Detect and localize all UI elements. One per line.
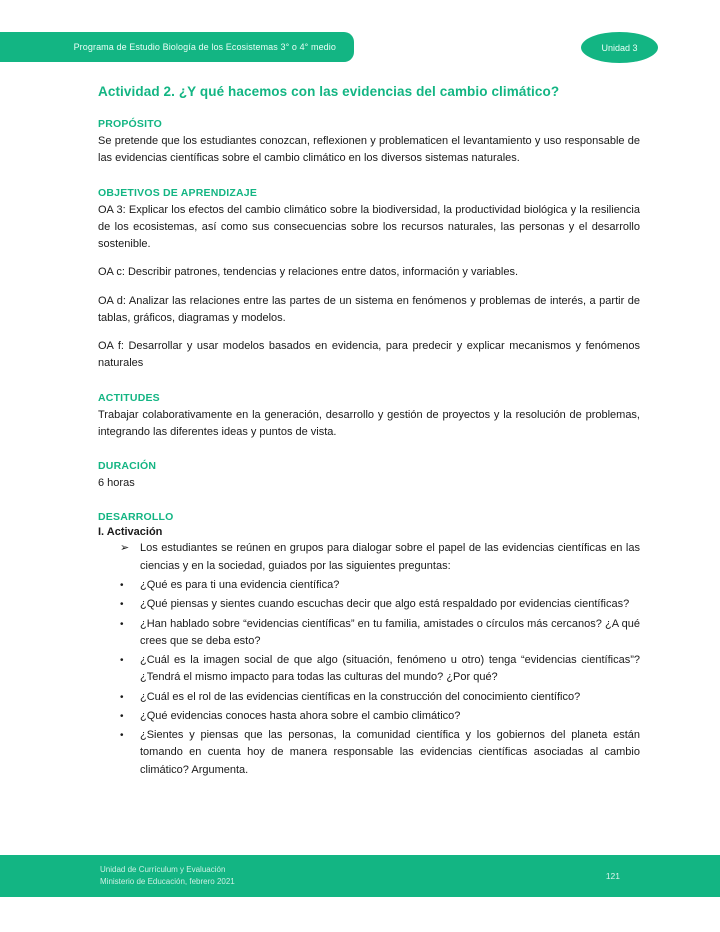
- page-header: [0, 32, 720, 63]
- activacion-subheading: I. Activación: [98, 526, 163, 539]
- actitudes-body: Trabajar colaborativamente en la generación, desarrollo y gestión de proyectos y la resolución de problemas, integrando las diferentes ideas y puntos de vista.: [98, 408, 640, 438]
- list-item: [98, 652, 640, 687]
- footer-org-line1: Unidad de Currículum y Evaluación: [100, 864, 226, 874]
- page-number: 121: [605, 871, 620, 881]
- objetivos-heading: OBJETIVOS DE APRENDIZAJE: [98, 186, 258, 199]
- list-item-text: ¿Han hablado sobre “evidencias científicas” en tu familia, amistades o círculos más cercanos? ¿A qué crees que se deba esto?: [140, 617, 640, 647]
- dot-bullet-icon: •: [120, 618, 124, 630]
- list-item: [98, 616, 640, 651]
- list-item-text: ¿Qué es para ti una evidencia científica?: [140, 578, 340, 591]
- objetivo-oa3: OA 3: Explicar los efectos del cambio climático sobre la biodiversidad, la productividad biológica y la resiliencia de los ecosistemas, así como sus consecuencias sobre los recursos naturales, las personas y el desarrollo sostenible.: [98, 203, 640, 251]
- arrow-bullet-icon: ➢: [120, 542, 130, 555]
- list-item-text: ¿Cuál es la imagen social de que algo (situación, fenómeno u otro) tenga “evidencias científicas”? ¿Tendrá el mismo impacto para todas las culturas del mundo? ¿Por qué?: [140, 654, 640, 684]
- dot-bullet-icon: •: [120, 691, 124, 703]
- list-item: [98, 689, 640, 706]
- list-item: [98, 708, 640, 725]
- duracion-body: 6 horas: [98, 477, 135, 490]
- footer-organization: [100, 864, 235, 889]
- dot-bullet-icon: •: [120, 579, 124, 591]
- proposito-body: Se pretende que los estudiantes conozcan, reflexionen y problematicen el levantamiento y uso responsable de las evidencias científicas sobre el cambio climático en los diversos sistemas naturales.: [98, 135, 640, 165]
- dot-bullet-icon: •: [120, 655, 124, 667]
- objetivo-oaf: OA f: Desarrollar y usar modelos basados en evidencia, para predecir y explicar mecanismos y fenómenos naturales: [98, 340, 640, 370]
- program-title-band: Programa de Estudio Biología de los Ecosistemas 3° o 4° medio: [0, 32, 354, 62]
- footer-org-line2: Ministerio de Educación, febrero 2021: [100, 877, 235, 886]
- actitudes-heading: ACTITUDES: [98, 391, 160, 404]
- list-item-text: Los estudiantes se reúnen en grupos para dialogar sobre el papel de las evidencias científicas en las ciencias y en la sociedad, guiados por las siguientes preguntas:: [140, 542, 640, 572]
- desarrollo-heading: DESARROLLO: [98, 511, 174, 524]
- activacion-list: [98, 540, 640, 778]
- unit-badge: Unidad 3: [581, 32, 658, 63]
- objetivo-oac: OA c: Describir patrones, tendencias y relaciones entre datos, información y variables.: [98, 266, 519, 279]
- objetivo-oad: OA d: Analizar las relaciones entre las partes de un sistema en fenómenos y problemas de interés, a partir de tablas, gráficos, diagramas y modelos.: [98, 294, 640, 324]
- activity-title: Actividad 2. ¿Y qué hacemos con las evidencias del cambio climático?: [98, 84, 560, 99]
- list-item: [98, 577, 640, 594]
- dot-bullet-icon: •: [120, 710, 124, 722]
- dot-bullet-icon: •: [120, 599, 124, 611]
- list-item: [98, 727, 640, 779]
- document-content: [98, 84, 640, 781]
- duracion-heading: DURACIÓN: [98, 460, 157, 473]
- list-item: [98, 596, 640, 613]
- dot-bullet-icon: •: [120, 730, 124, 742]
- list-item-text: ¿Qué evidencias conoces hasta ahora sobre el cambio climático?: [140, 709, 461, 722]
- list-item: [98, 540, 640, 575]
- list-item-text: ¿Cuál es el rol de las evidencias científicas en la construcción del conocimiento científico?: [140, 690, 581, 703]
- proposito-heading: PROPÓSITO: [98, 118, 163, 130]
- list-item-text: ¿Sientes y piensas que las personas, la comunidad científica y los gobiernos del planeta están tomando en cuenta hoy de manera responsable las evidencias científicas asociadas al cambio climático? Argumenta.: [140, 729, 640, 776]
- list-item-text: ¿Qué piensas y sientes cuando escuchas decir que algo está respaldado por evidencias científicas?: [140, 598, 630, 611]
- page-footer: [0, 855, 720, 897]
